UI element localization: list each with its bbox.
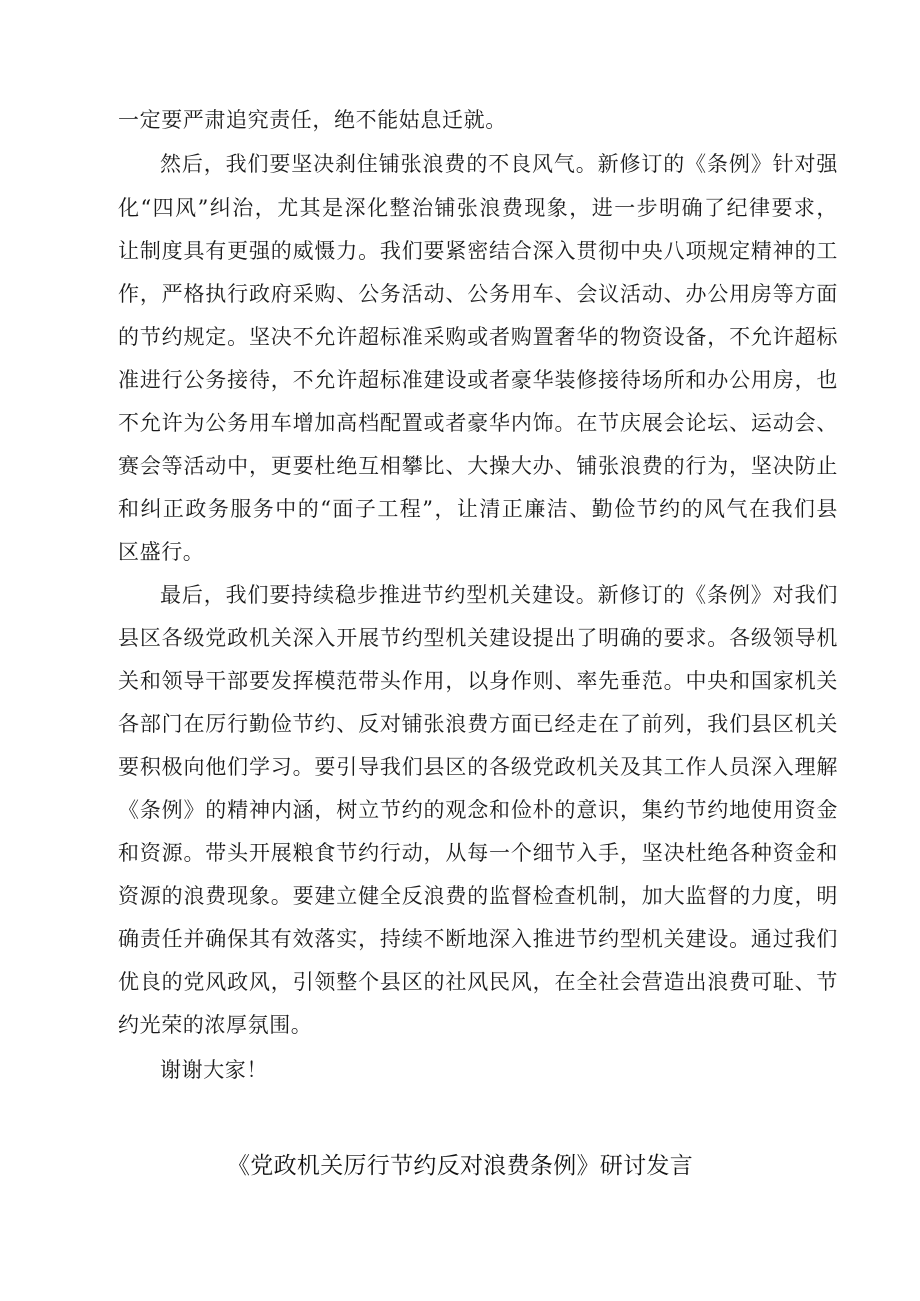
text-line: 然后，我们要坚决刹住铺张浪费的不良风气。新修订的《条例》针对强 bbox=[160, 152, 838, 176]
text-line: 关和领导干部要发挥模范带头作用，以身作则、率先垂范。中央和国家机关 bbox=[118, 669, 838, 693]
text-line: 一定要严肃追究责任，绝不能姑息迁就。 bbox=[118, 108, 507, 132]
text-line: 各部门在厉行勤俭节约、反对铺张浪费方面已经走在了前列，我们县区机关 bbox=[118, 712, 838, 736]
text-line: 确责任并确保其有效落实，持续不断地深入推进节约型机关建设。通过我们 bbox=[118, 927, 838, 951]
text-line: 作，严格执行政府采购、公务活动、公务用车、会议活动、办公用房等方面 bbox=[118, 282, 838, 306]
text-line: 要积极向他们学习。要引导我们县区的各级党政机关及其工作人员深入理解 bbox=[118, 755, 838, 779]
text-line: 和资源。带头开展粮食节约行动，从每一个细节入手，坚决杜绝各种资金和 bbox=[118, 841, 838, 865]
section-title: 《党政机关厉行节约反对浪费条例》研讨发言 bbox=[227, 1153, 693, 1179]
text-line: 准进行公务接待，不允许超标准建设或者豪华装修接待场所和办公用房，也 bbox=[118, 368, 838, 392]
text-line: 最后，我们要持续稳步推进节约型机关建设。新修订的《条例》对我们 bbox=[160, 583, 838, 607]
text-line: 资源的浪费现象。要建立健全反浪费的监督检查机制，加大监督的力度，明 bbox=[118, 884, 838, 908]
text-line: 《条例》的精神内涵，树立节约的观念和俭朴的意识，集约节约地使用资金 bbox=[118, 798, 838, 822]
text-line: 县区各级党政机关深入开展节约型机关建设提出了明确的要求。各级领导机 bbox=[118, 626, 838, 650]
text-line: 化“四风”纠治，尤其是深化整治铺张浪费现象，进一步明确了纪律要求， bbox=[118, 196, 838, 220]
text-line: 优良的党风政风，引领整个县区的社风民风，在全社会营造出浪费可耻、节 bbox=[118, 970, 838, 994]
text-line: 不允许为公务用车增加高档配置或者豪华内饰。在节庆展会论坛、运动会、 bbox=[118, 411, 838, 435]
text-line: 和纠正政务服务中的“面子工程”，让清正廉洁、勤俭节约的风气在我们县 bbox=[118, 497, 838, 521]
text-line: 让制度具有更强的威慑力。我们要紧密结合深入贯彻中央八项规定精神的工 bbox=[118, 239, 838, 263]
text-line: 的节约规定。坚决不允许超标准采购或者购置奢华的物资设备，不允许超标 bbox=[118, 325, 838, 349]
text-line: 约光荣的浓厚氛围。 bbox=[118, 1013, 313, 1037]
text-line: 区盛行。 bbox=[118, 540, 205, 564]
closing-remark: 谢谢大家！ bbox=[160, 1058, 268, 1082]
text-line: 赛会等活动中，更要杜绝互相攀比、大操大办、铺张浪费的行为，坚决防止 bbox=[118, 454, 838, 478]
